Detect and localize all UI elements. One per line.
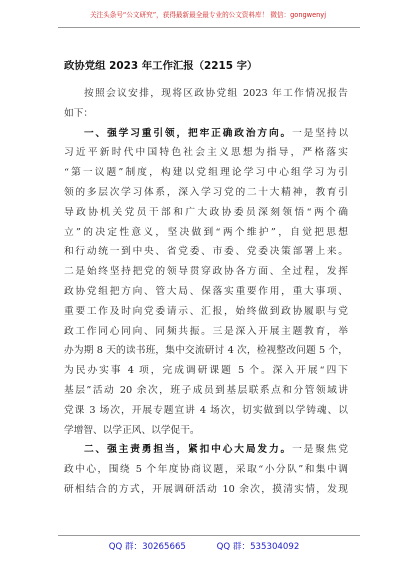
text-line — [64, 440, 348, 460]
line-text: 政工作同心同向、同频共振。三是深入开展主题教育，举 — [64, 325, 348, 337]
text-line — [64, 262, 348, 282]
qq-group-2: QQ 群：535304092 — [216, 542, 300, 552]
text-line — [64, 381, 348, 401]
line-text: “第一议题”制度，构建以党组理论学习中心组学习为引 — [64, 167, 348, 179]
line-text: 领的多层次学习体系，深入学习党的二十大精神，教育引 — [64, 186, 348, 198]
text-line — [64, 84, 348, 104]
line-text: 导政协机关党员干部和广大政协委员深刻领悟“两个确 — [64, 206, 348, 218]
line-text: 研相结合的方式，开展调研活动 10 余次，摸清实情，发现 — [64, 483, 348, 495]
line-text: 基层”活动 20 余次，班子成员到基层联系点和分管领域讲 — [64, 384, 348, 396]
line-text: 按照会议安排，现将区政协党组 2023 年工作情况报告 — [84, 88, 348, 99]
text-line — [64, 143, 348, 163]
text-line — [64, 302, 348, 322]
line-text: 党课 3 场次，开展专题宣讲 4 场次，切实做到以学铸魂、以 — [64, 404, 348, 416]
text-line — [64, 322, 348, 342]
line-text: 和行动统一到中央、省党委、市委、党委决策部署上来。 — [64, 246, 348, 258]
line-text: 重要工作及时向党委请示、汇报，始终做到政协履职与党 — [64, 305, 348, 317]
text-line — [64, 242, 348, 262]
line-text: 立”的决定性意义，坚决做到“两个维护”，自觉把思想 — [64, 226, 348, 238]
line-text: 习近平新时代中国特色社会主义思想为指导，严格落实 — [64, 147, 348, 159]
text-line — [64, 124, 348, 144]
text-line — [64, 401, 348, 421]
text-line — [64, 183, 348, 203]
footer — [0, 539, 408, 555]
line-text: 政协党组把方向、管大局、保落实重要作用，重大事项、 — [64, 285, 348, 297]
text-line — [64, 421, 348, 441]
text-line — [64, 480, 348, 500]
footer-rule — [58, 535, 360, 536]
text-line — [64, 460, 348, 480]
document-title: 政协党组 2023 年工作汇报（2215 字） — [64, 60, 258, 72]
line-text: 一是坚持以 — [292, 127, 348, 139]
text-line — [64, 223, 348, 243]
text-line — [64, 361, 348, 381]
text-line — [64, 282, 348, 302]
header-rule — [58, 27, 360, 28]
line-text: 一是聚焦党 — [292, 444, 348, 456]
text-line — [64, 341, 348, 361]
text-line — [64, 163, 348, 183]
qq-group-1: QQ 群：30265665 — [108, 542, 186, 552]
line-text: 办为期 8 天的读书班，集中交流研讨 4 次，检视整改问题 5 个， — [64, 345, 348, 357]
line-text: 学增智、以学正风、以学促干。 — [64, 424, 200, 436]
promo-banner: 关注头条号“公文研究”，获得最新最全最专业的公文资料库！ 微信：gongwenyj — [89, 11, 327, 19]
body-text — [64, 84, 348, 500]
text-line — [64, 203, 348, 223]
line-text: 如下： — [64, 107, 94, 119]
section-heading: 二、强主责勇担当，紧扣中心大局发力。 — [84, 444, 293, 456]
line-text: 二是始终坚持把党的领导贯穿政协各方面、全过程，发挥 — [64, 266, 348, 278]
line-text: 为民办实事 4 项，完成调研课题 5 个。深入开展“四下 — [64, 365, 348, 377]
text-line — [64, 104, 348, 124]
line-text: 政中心，围绕 5 个年度协商议题，采取“小分队”和集中调 — [64, 464, 348, 476]
section-heading: 一、强学习重引领，把牢正确政治方向。 — [84, 127, 293, 139]
